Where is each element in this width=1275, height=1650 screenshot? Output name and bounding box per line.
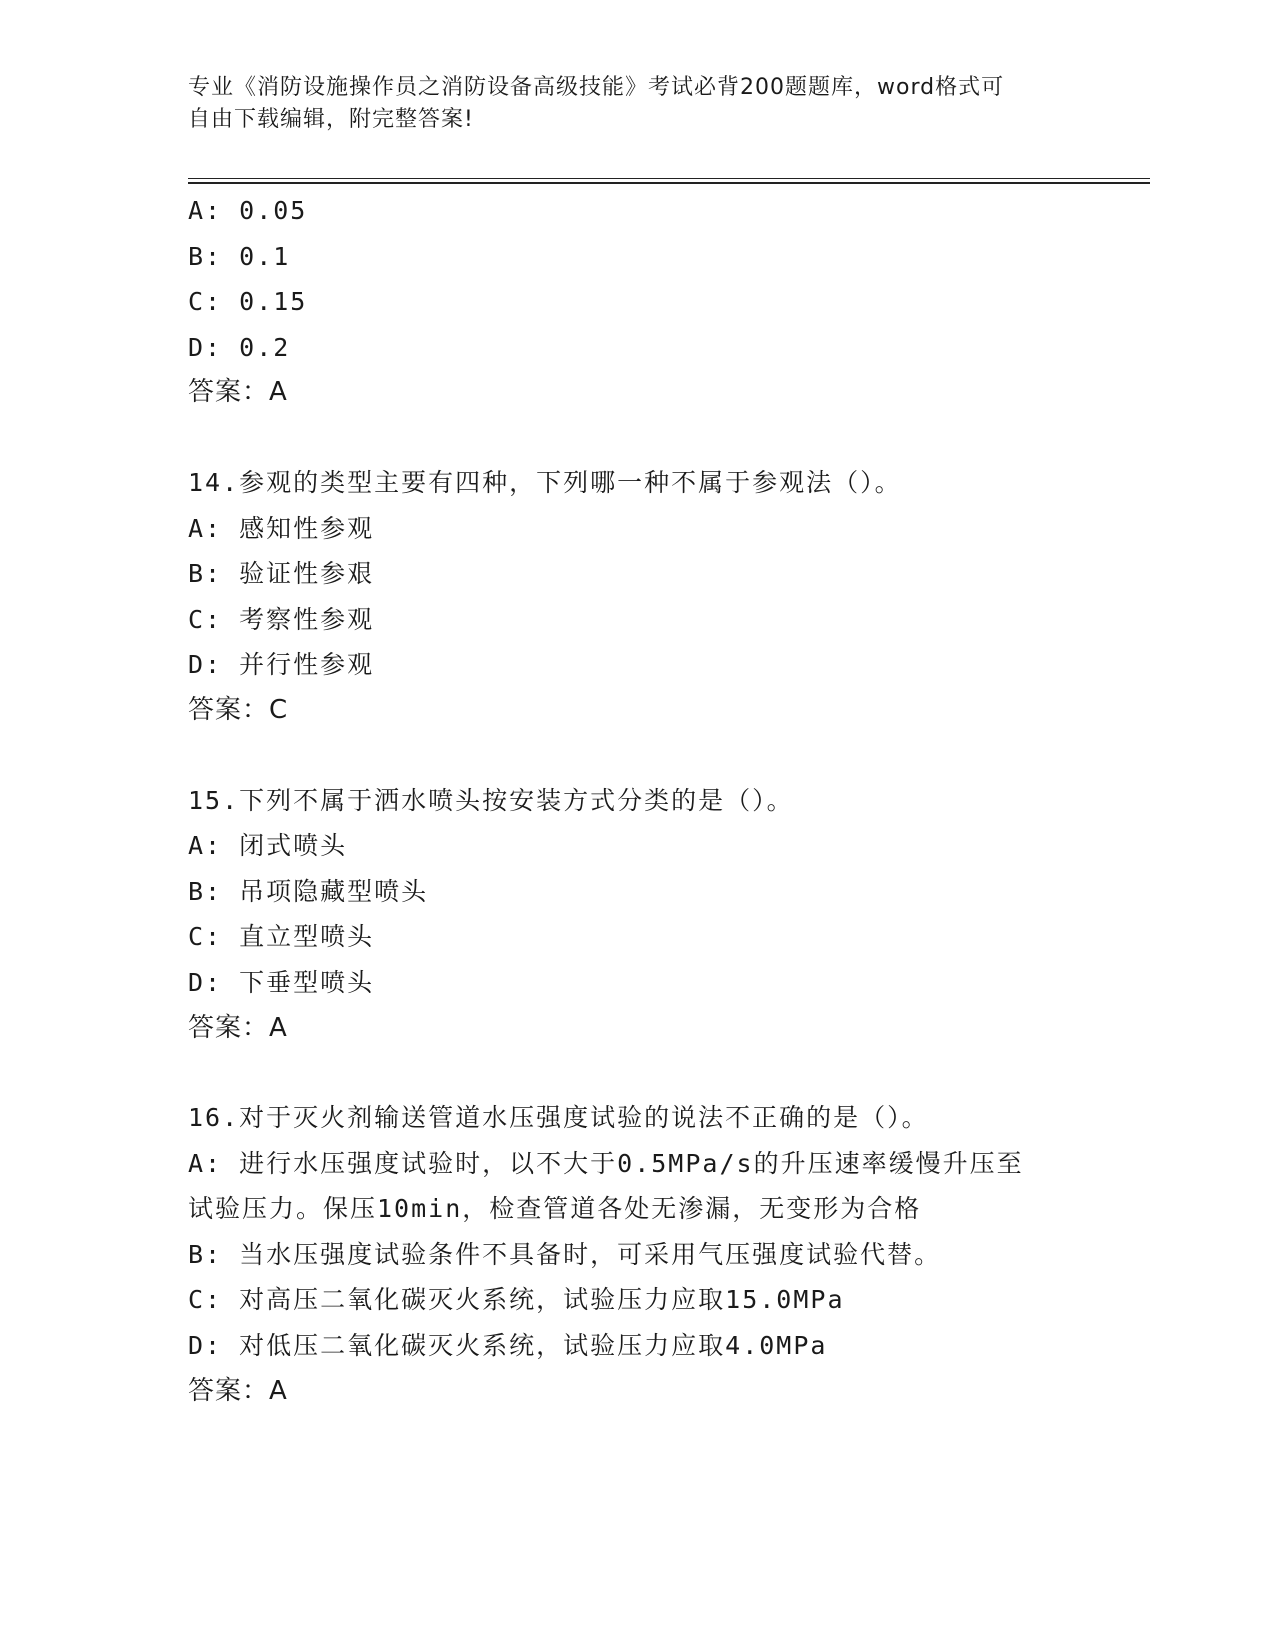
answer: 答案：A — [188, 1012, 288, 1043]
question-14 — [188, 460, 1150, 734]
option-c: C: 考察性参观 — [188, 604, 375, 634]
page-header — [188, 72, 1068, 136]
option-d: D: 0.2 — [188, 332, 291, 362]
header-line-2: 自由下载编辑，附完整答案! — [188, 107, 474, 132]
option-b: B: 验证性参艰 — [188, 559, 375, 589]
option-d: D: 并行性参观 — [188, 650, 375, 680]
question-13 — [188, 188, 1150, 416]
question-text: 16.对于灭火剂输送管道水压强度试验的说法不正确的是（）。 — [188, 1103, 929, 1133]
header-divider — [188, 178, 1150, 184]
option-a-line-1: A: 进行水压强度试验时，以不大于0.5MPa/s的升压速率缓慢升压至 — [188, 1148, 1024, 1178]
question-16 — [188, 1095, 1150, 1414]
option-d: D: 对低压二氧化碳灭火系统，试验压力应取4.0MPa — [188, 1331, 828, 1361]
document-body — [188, 188, 1150, 1414]
option-c: C: 直立型喷头 — [188, 922, 375, 952]
question-text: 14.参观的类型主要有四种，下列哪一种不属于参观法（）。 — [188, 467, 902, 497]
option-b: B: 吊项隐藏型喷头 — [188, 876, 429, 906]
answer: 答案：A — [188, 377, 288, 408]
option-b: B: 0.1 — [188, 241, 291, 271]
option-c: C: 0.15 — [188, 287, 308, 317]
question-15 — [188, 778, 1150, 1052]
option-a: A: 0.05 — [188, 196, 308, 225]
option-a: A: 闭式喷头 — [188, 831, 348, 861]
header-line-1: 专业《消防设施操作员之消防设备高级技能》考试必背200题题库，word格式可 — [188, 75, 1005, 100]
answer: 答案：A — [188, 1375, 288, 1406]
option-d: D: 下垂型喷头 — [188, 967, 375, 997]
option-a: A: 感知性参观 — [188, 513, 375, 543]
option-b: B: 当水压强度试验条件不具备时，可采用气压强度试验代替。 — [188, 1239, 942, 1269]
answer: 答案：C — [188, 694, 289, 725]
option-a-line-2: 试验压力。保压10min，检查管道各处无渗漏，无变形为合格 — [188, 1194, 922, 1224]
question-text: 15.下列不属于洒水喷头按安装方式分类的是（）。 — [188, 785, 794, 815]
option-c: C: 对高压二氧化碳灭火系统，试验压力应取15.0MPa — [188, 1285, 845, 1315]
